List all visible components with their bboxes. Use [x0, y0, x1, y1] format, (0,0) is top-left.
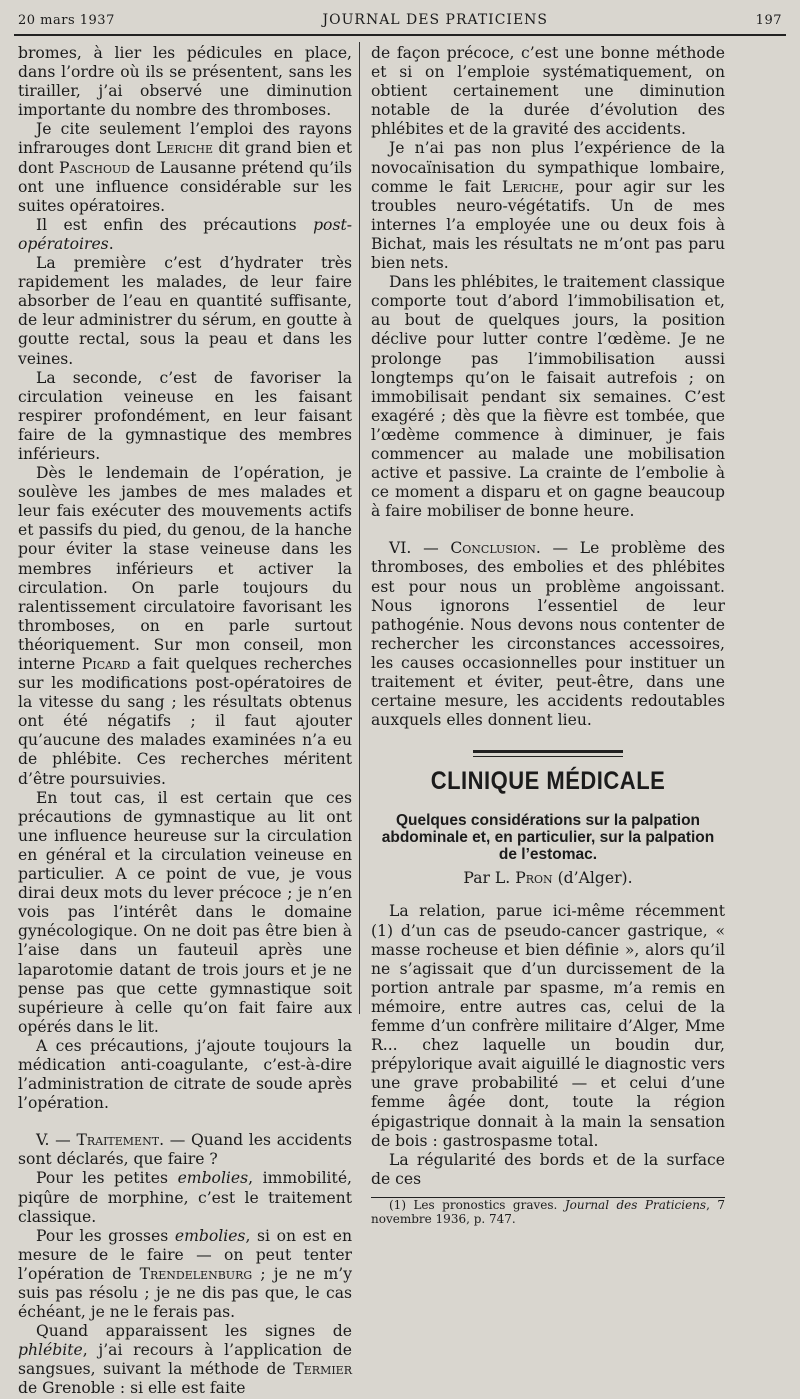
header-page-number: 197	[755, 13, 782, 28]
paragraph: Dans les phlébites, le traitement classique comporte tout d’abord l’immobilisation et, au bout de quelques jours, la position déclive pour lutter contre l’œdème. Je ne prolonge pas l’immobilisation aussi longtemps qu’on le faisait autrefois ; on immobilisait pendant six semaines. C’est exagéré ; dès que la fièvre est tombée, que l’œdème commence à diminuer, je fais commencer au malade une mobilisation active et passive. La crainte de l’embolie à ce moment a disparu et on gagne beaucoup à faire mobiliser de bonne heure.	[371, 273, 725, 521]
author-name: Leriche	[501, 177, 560, 196]
paragraph: Quand apparaissent les signes de phlébite, j’ai recours à l’application de sangsues, suivant la méthode de Termier de Grenoble : si elle est faite	[18, 1322, 352, 1398]
paragraph: Dès le lendemain de l’opération, je soulève les jambes de mes malades et leur fais exécuter des mouvements actifs et passifs du pied, du genou, de la hanche pour éviter la stase veineuse dans les membres inférieurs et activer la circulation. On parle toujours du ralentissement circulatoire favorisant les thromboses, on en parle surtout théoriquement. Sur mon conseil, mon interne Picard a fait quelques recherches sur les modifications post-opératoires de la vitesse du sang ; les résultats obtenus ont été négatifs ; il faut ajouter qu’aucune des malades examinées n’a eu de phlébite. Ces recherches méritent d’être poursuivies.	[18, 464, 352, 788]
column-divider	[359, 42, 360, 1014]
author-name: Trendelenburg	[139, 1264, 253, 1283]
paragraph: bromes, à lier les pédicules en place, dans l’ordre où ils se présentent, sans les tirailler, j’ai observé une diminution importante du nombre des thromboses.	[18, 44, 352, 120]
left-column	[18, 44, 352, 1399]
author-name: Termier	[293, 1360, 352, 1379]
paragraph: Pour les petites embolies, immobilité, piqûre de morphine, c’est le traitement classique.	[18, 1169, 353, 1226]
paragraph: La relation, parue ici-même récemment (1) d’un cas de pseudo-cancer gastrique, « masse rocheuse et bien définie », alors qu’il ne s’agissait que d’un durcissement de la portion antrale par spasme, m’a remis en mémoire, entre autres cas, celui de la femme d’un confrère militaire d’Alger, Mme R... chez laquelle un boudin dur, prépylorique avait aiguillé le diagnostic vers une grave probabilité — et celui d’une femme âgée dont, toute la région épigastrique donnait à la main la sensation de bois : gastrospasme total.	[371, 902, 725, 1150]
paragraph: de façon précoce, c’est une bonne méthode et si on l’emploie systématiquement, on obtient certainement une diminution notable de la durée d’évolution des phlébites et de la gravité des accidents.	[371, 44, 725, 139]
section-heading-paragraph: VI. — Conclusion. — Le problème des thromboses, des embolies et des phlébites est pour nous un problème angoissant. Nous ignorons l’essentiel de leur pathogénie. Nous devons nous contenter de rechercher les circonstances accessoires, les causes occasionnelles pour instituer un traitement et éviter, peut-être, dans une certaine mesure, les accidents redoutables auxquels elles donnent lieu.	[371, 539, 725, 730]
paragraph: A ces précautions, j’ajoute toujours la médication anti-coagulante, c’est-à-dire l’administration de citrate de soude après l’opération.	[18, 1036, 352, 1113]
section-title: CLINIQUE MÉDICALE	[430, 766, 666, 796]
paragraph: En tout cas, il est certain que ces précautions de gymnastique au lit ont une influence heureuse sur la circulation en général et la circulation veineuse en particulier. A ce point de vue, je vous dirai deux mots du lever précoce ; je n’en vois pas l’intérêt dans le domaine gynécologique. On ne doit pas être bien à l’aise dans un fauteuil après une laparotomie datant de trois jours et je ne pense pas que cette gymnastique soit supérieure à celle qu’on fait faire aux opérés dans le lit.	[18, 788, 352, 1036]
section-heading-paragraph: V. — Traitement. — Quand les accidents sont déclarés, que faire ?	[18, 1131, 352, 1169]
page-header	[18, 12, 782, 32]
section-heading: Traitement	[76, 1131, 160, 1150]
paragraph: Je cite seulement l’emploi des rayons infrarouges dont Leriche dit grand bien et dont Paschoud de Lausanne prétend qu’ils ont une influence considérable sur les suites opératoires.	[18, 120, 352, 215]
header-rule	[14, 34, 786, 36]
author-name: Picard	[81, 655, 131, 673]
paragraph: Pour les grosses embolies, si on est en mesure de le faire — on peut tenter l’opération de Trendelenburg ; je ne m’y suis pas résolu ; je ne dis pas que, le cas échéant, je ne le ferais pas.	[18, 1226, 353, 1322]
article-title: Quelques considérations sur la palpation abdominale et, en particulier, sur la palpation de l’estomac.	[381, 812, 715, 864]
paragraph: La seconde, c’est de favoriser la circulation veineuse en les faisant respirer profondément, en leur faisant faire de la gymnastique des membres inférieurs.	[18, 368, 352, 463]
byline: Par L. Pron (d’Alger).	[463, 869, 633, 888]
header-journal-title: JOURNAL DES PRATICIENS	[322, 12, 549, 28]
section-separator	[473, 750, 623, 757]
author-name: Paschoud	[59, 158, 131, 177]
paragraph: Il est enfin des précautions post-opératoires.	[18, 215, 352, 253]
right-column	[371, 44, 725, 1226]
author-name: Leriche	[155, 139, 214, 158]
author-name: Pron	[515, 869, 553, 888]
header-date: 20 mars 1937	[18, 13, 115, 28]
paragraph: La première c’est d’hydrater très rapidement les malades, de leur faire absorber de l’eau en quantité suffisante, de leur administrer du sérum, en goutte à goutte rectal, sous la peau et dans les veines.	[18, 254, 352, 368]
paragraph: Je n’ai pas non plus l’expérience de la novocaïnisation du sympathique lombaire, comme le fait Leriche, pour agir sur les troubles neuro-végétatifs. Un de mes internes l’a employée une ou deux fois à Bichat, mais les résultats ne m’ont pas paru bien nets.	[371, 139, 725, 273]
section-heading: Conclusion	[450, 539, 536, 558]
paragraph: La régularité des bords et de la surface de ces	[371, 1150, 725, 1188]
footnote: (1) Les pronostics graves. Journal des Praticiens, 7 novembre 1936, p. 747.	[371, 1197, 726, 1226]
